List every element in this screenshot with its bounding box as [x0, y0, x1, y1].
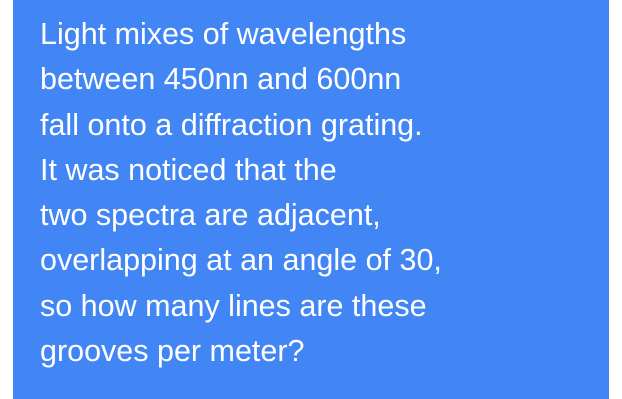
message-bubble [13, 0, 609, 399]
message-line: grooves per meter? [40, 334, 305, 369]
message-line: two spectra are adjacent, [40, 198, 381, 233]
message-line: Light mixes of wavelengths [40, 17, 407, 51]
message-line: between 450nn and 600nn [40, 62, 402, 97]
message-line: so how many lines are these [40, 288, 427, 323]
message-line: overlapping at an angle of 30, [40, 243, 442, 278]
message-line: It was noticed that the [40, 152, 337, 187]
message-line: fall onto a diffraction grating. [40, 107, 423, 142]
